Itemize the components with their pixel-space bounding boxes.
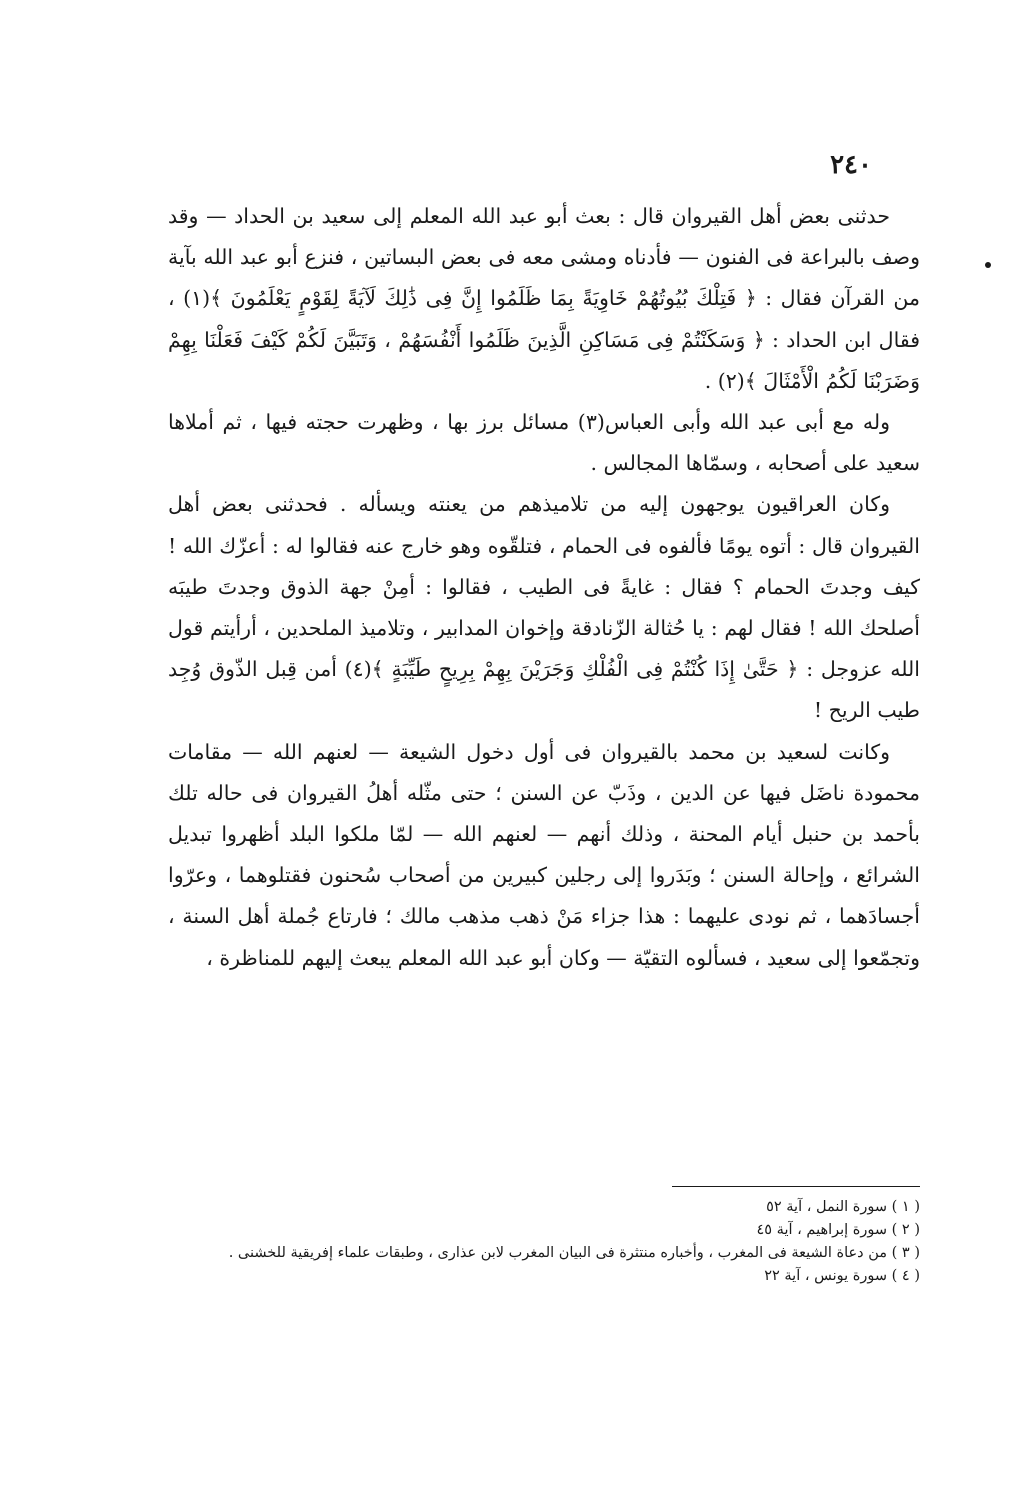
footnote: ( ٤ ) سورة يونس ، آية ٢٢ [764, 1268, 920, 1284]
footnote: ( ٣ ) من دعاة الشيعة فى المغرب ، وأخباره منتثرة فى البيان المغرب لابن عذارى ، وطبقات علماء إفريقية للخشنى . [228, 1245, 920, 1261]
footnote-divider [672, 1186, 920, 1187]
footnotes [168, 1196, 920, 1288]
paragraph: وكان العراقيون يوجهون إليه من تلاميذهم من يعنته ويسأله . فحدثنى بعض أهل القيروان قال : أتوه يومًا فألفوه فى الحمام ، فتلقّوه وهو خارج عنه فقالوا له : أعزّك الله ! كيف وجدتَ الحمام ؟ فقال : غايةً فى الطيب ، فقالوا : أمِنْ جهة الذوق وجدتَ طيبَه أصلحك الله ! فقال لهم : يا حُثالة الزّنادقة وإخوان المدابير ، وتلاميذ الملحدين ، أرأيتم قول الله عزوجل : ﴿ حَتَّىٰ إِذَا كُنْتُمْ فِى الْفُلْكِ وَجَرَيْنَ بِهِمْ بِرِيحٍ طَيِّبَةٍ ﴾(٤) أمن قِبل الذّوق وُجِد طيب الريح ! [168, 492, 920, 723]
paragraph: وله مع أبى عبد الله وأبى العباس(٣) مسائل برز بها ، وظهرت حجته فيها ، ثم أملاها سعيد على أصحابه ، وسمّاها المجالس . [168, 410, 920, 476]
main-text [168, 196, 920, 979]
footnote: ( ١ ) سورة النمل ، آية ٥٢ [766, 1199, 920, 1215]
margin-dot [985, 262, 991, 268]
footnote: ( ٢ ) سورة إبراهيم ، آية ٤٥ [756, 1222, 920, 1238]
page-number: ٢٤٠ [830, 150, 872, 180]
paragraph: وكانت لسعيد بن محمد بالقيروان فى أول دخول الشيعة — لعنهم الله — مقامات محمودة ناضَل فيها عن الدين ، وذَبّ عن السنن ؛ حتى مثّله أهلُ القيروان فى حاله تلك بأحمد بن حنبل أيام المحنة ، وذلك أنهم — لعنهم الله — لمّا ملكوا البلد أظهروا تبديل الشرائع ، وإحالة السنن ؛ وبَدَروا إلى رجلين كبيرين من أصحاب سُحنون فقتلوهما ، وعرّوا أجسادَهما ، ثم نودى عليهما : هذا جزاء مَنْ ذهب مذهب مالك ؛ فارتاع جُملة أهل السنة ، وتجمّعوا إلى سعيد ، فسألوه التقيّة — وكان أبو عبد الله المعلم يبعث إليهم للمناظرة ، [168, 739, 920, 970]
paragraph: حدثنى بعض أهل القيروان قال : بعث أبو عبد الله المعلم إلى سعيد بن الحداد — وقد وصف بالبراعة فى الفنون — فأدناه ومشى معه فى بعض البساتين ، فنزع أبو عبد الله بآية من القرآن فقال : ﴿ فَتِلْكَ بُيُوتُهُمْ خَاوِيَةً بِمَا ظَلَمُوا إِنَّ فِى ذَٰلِكَ لَآيَةً لِقَوْمٍ يَعْلَمُونَ ﴾(١) ، فقال ابن الحداد : ﴿ وَسَكَنْتُمْ فِى مَسَاكِنِ الَّذِينَ ظَلَمُوا أَنْفُسَهُمْ ، وَتَبَيَّنَ لَكُمْ كَيْفَ فَعَلْنَا بِهِمْ وَضَرَبْنَا لَكُمُ الْأَمْثَالَ ﴾(٢) . [168, 204, 920, 393]
